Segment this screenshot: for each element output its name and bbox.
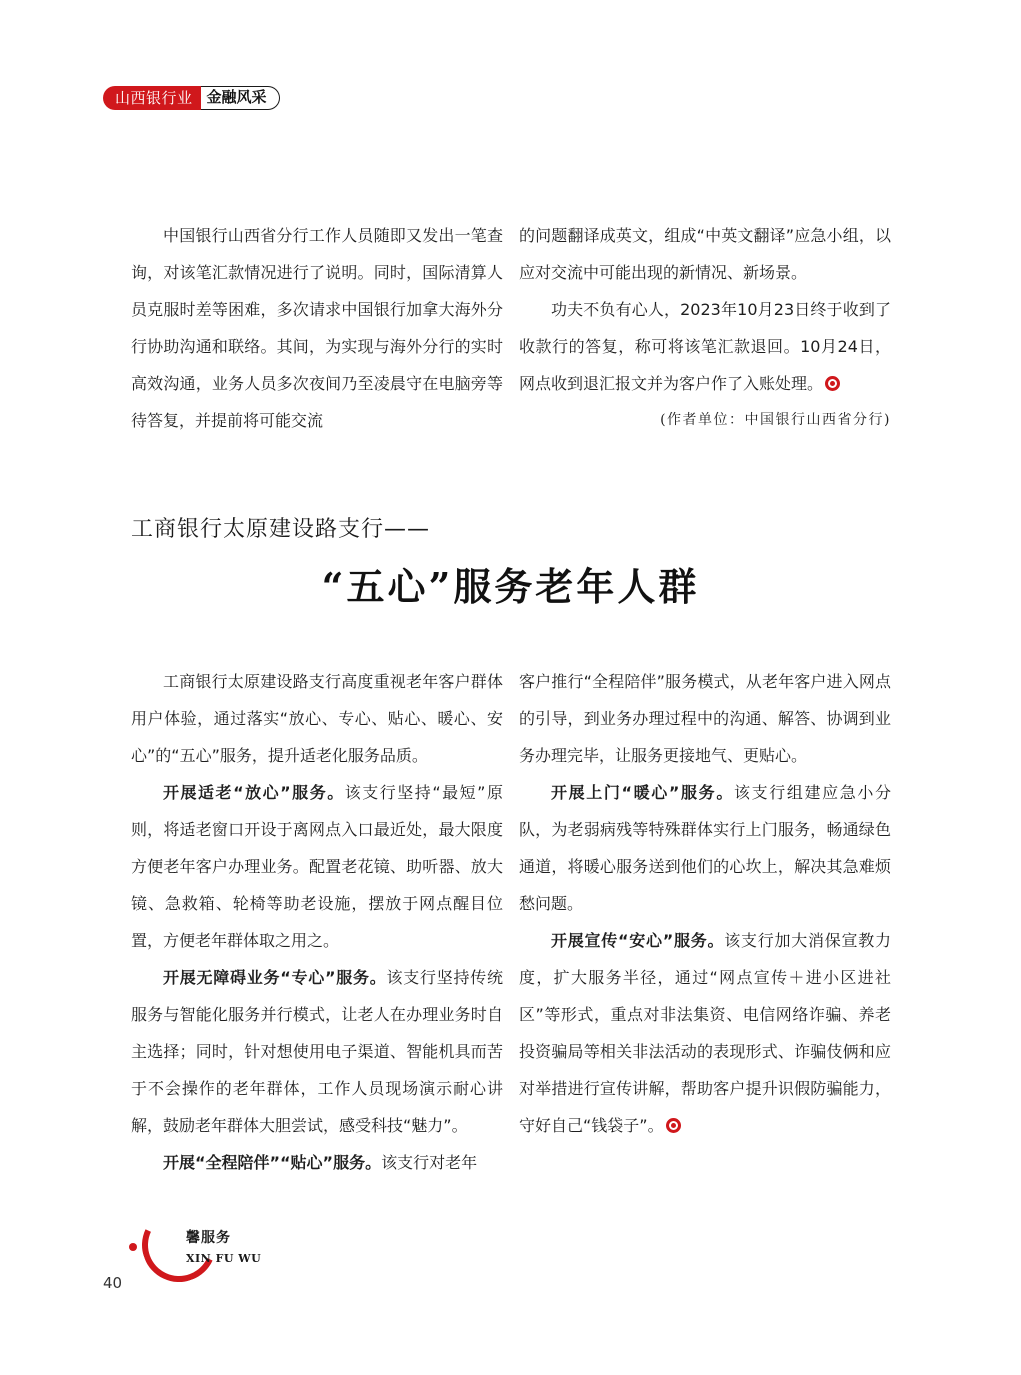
section-body: 该支行坚持“最短”原则，将适老窗口开设于离网点入口最近处，最大限度方便老年客户办理业务。配置老花镜、助听器、放大镜、急救箱、轮椅等助老设施，摆放于网点醒目位置，方便老年群体取之用之。 [131, 783, 503, 950]
section-name-red: 山西银行业 [103, 86, 201, 110]
article2-section-2 [131, 959, 503, 1144]
section-lead: 开展适老“放心”服务。 [163, 783, 345, 802]
article1-paragraph-ending [519, 291, 891, 402]
author-affiliation: (作者单位：中国银行山西省分行) [660, 412, 891, 428]
footer-dot-decoration [129, 1243, 137, 1251]
article2-intro: 工商银行太原建设路支行高度重视老年客户群体用户体验，通过落实“放心、专心、贴心、暖心、安心”的“五心”服务，提升适老化服务品质。 [131, 672, 503, 765]
section-lead: 开展无障碍业务“专心”服务。 [163, 968, 387, 987]
article2-section-3 [131, 1144, 503, 1181]
section-lead: 开展宣传“安心”服务。 [551, 931, 725, 950]
section-name-white: 金融风采 [201, 86, 280, 110]
section-header-tag [103, 86, 280, 110]
article2-right-column [519, 663, 891, 1144]
article1-right-column [519, 217, 891, 439]
article1-ending-text: 功夫不负有心人，2023年10月23日终于收到了收款行的答复，称可将该笔汇款退回。10月24日，网点收到退汇报文并为客户作了入账处理。 [519, 300, 891, 393]
article2-left-column [131, 663, 503, 1181]
article1-left-column [131, 217, 503, 439]
page-number: 40 [103, 1274, 123, 1292]
section-lead: 开展上门“暖心”服务。 [551, 783, 734, 802]
section-body: 该支行组建应急小分队，为老弱病残等特殊群体实行上门服务，畅通绿色通道，将暖心服务送到他们的心坎上，解决其急难烦愁问题。 [519, 783, 891, 913]
end-mark-icon [825, 376, 840, 391]
article2-section-1 [131, 774, 503, 959]
article2-subtitle: 工商银行太原建设路支行—— [131, 517, 431, 542]
article2-section-5 [519, 922, 891, 1144]
article2-section-4 [519, 774, 891, 922]
section-body: 该支行坚持传统服务与智能化服务并行模式，让老人在办理业务时自主选择；同时，针对想使用电子渠道、智能机具而苦于不会操作的老年群体，工作人员现场演示耐心讲解，鼓励老年群体大胆尝试，感受科技“魅力”。 [131, 968, 503, 1135]
end-mark-icon [666, 1118, 681, 1133]
section-lead: 开展“全程陪伴”“贴心”服务。 [163, 1153, 382, 1172]
footer-brand-en: XIN FU WU [186, 1252, 262, 1265]
article1-paragraph: 的问题翻译成英文，组成“中英文翻译”应急小组，以应对交流中可能出现的新情况、新场景。 [519, 226, 891, 282]
article1-paragraph: 中国银行山西省分行工作人员随即又发出一笔查询，对该笔汇款情况进行了说明。同时，国际清算人员克服时差等困难，多次请求中国银行加拿大海外分行协助沟通和联络。其间，为实现与海外分行的实时高效沟通，业务人员多次夜间乃至凌晨守在电脑旁等待答复，并提前将可能交流 [131, 226, 503, 430]
article2-section-3-continued: 客户推行“全程陪伴”服务模式，从老年客户进入网点的引导，到业务办理过程中的沟通、解答、协调到业务办理完毕，让服务更接地气、更贴心。 [519, 672, 891, 765]
footer-brand-cn: 馨服务 [186, 1230, 231, 1246]
article2-title: “五心”服务老年人群 [321, 564, 700, 609]
section-body: 该支行对老年 [381, 1153, 478, 1172]
section-body: 该支行加大消保宣教力度，扩大服务半径，通过“网点宣传＋进小区进社区”等形式，重点对非法集资、电信网络诈骗、养老投资骗局等相关非法活动的表现形式、诈骗伎俩和应对举措进行宣传讲解，帮助客户提升识假防骗能力，守好自己“钱袋子”。 [519, 931, 891, 1135]
